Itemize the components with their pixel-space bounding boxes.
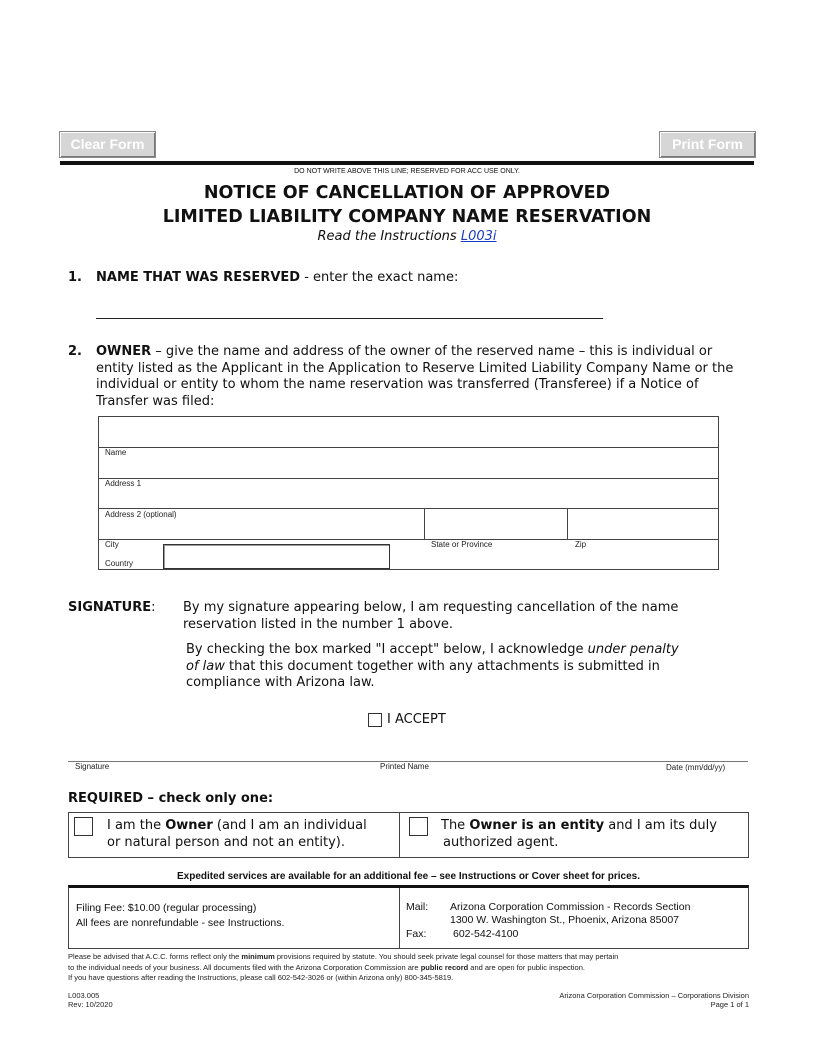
- address2-label: Address 2 (optional): [105, 510, 177, 519]
- signature-heading: SIGNATURE: [68, 600, 152, 615]
- signature-heading-wrap: [68, 600, 156, 617]
- section1-rest: - enter the exact name:: [300, 270, 459, 285]
- signature-p2-line2: [186, 659, 726, 676]
- instructions-prefix: Read the Instructions: [317, 229, 457, 244]
- section2-line4: Transfer was filed:: [96, 393, 215, 409]
- owner-name-field[interactable]: [99, 417, 718, 447]
- fax-label: Fax:: [406, 928, 427, 940]
- opt1-b: (and I am an individual: [212, 818, 367, 833]
- signature-paragraph-2: [186, 642, 726, 692]
- form-rev: Rev: 10/2020: [68, 1000, 113, 1009]
- signature-p2-line3: compliance with Arizona law.: [186, 675, 375, 690]
- section2-number: 2.: [68, 344, 82, 359]
- owner-address1-field[interactable]: [99, 448, 718, 478]
- signature-label: Signature: [75, 762, 110, 771]
- section2-heading: OWNER: [96, 344, 152, 359]
- opt2-b: and I am its duly: [604, 818, 717, 833]
- mail-line1: Arizona Corporation Commission - Records Section: [450, 901, 691, 913]
- disclaimer-l1-a: Please be advised that A.C.C. forms reflect only the: [68, 952, 242, 961]
- date-label: Date (mm/dd/yy): [666, 763, 726, 772]
- section2-line1: [96, 344, 766, 361]
- signature-line-field[interactable]: [68, 744, 748, 761]
- filing-fee: Filing Fee: $10.00 (regular processing): [76, 902, 257, 914]
- opt1-line1: [107, 818, 367, 835]
- instructions-line: [60, 229, 754, 246]
- accept-checkbox[interactable]: [368, 713, 382, 727]
- required-heading-wrap: [68, 791, 273, 808]
- opt2-bold: Owner is an entity: [469, 818, 605, 833]
- signature-p2-a: By checking the box marked "I accept" below, I acknowledge: [186, 642, 588, 657]
- disclaimer-l1-b: provisions required by statute. You should seek private legal counsel for those matters that may pertain: [274, 952, 619, 961]
- disclaimer-line2: [68, 963, 758, 974]
- signature-p2-b: that this document together with any attachments is submitted in: [224, 658, 660, 674]
- mail-line2: 1300 W. Washington St., Phoenix, Arizona 85007: [450, 914, 680, 926]
- form-title-line2: LIMITED LIABILITY COMPANY NAME RESERVATION: [162, 207, 652, 227]
- opt2-line1: [441, 818, 717, 835]
- section2-line1-rest: – give the name and address of the owner of the reserved name – this is individual or: [151, 344, 713, 359]
- reserved-name-field[interactable]: ______________________________________________________________________________: [96, 305, 603, 320]
- disclaimer-line3: If you have questions after reading the Instructions, please call 602-542-3026 or (within Arizona only) 800-345-5819.: [68, 973, 454, 982]
- signature-p1-line2: reservation listed in the number 1 above.: [183, 616, 454, 632]
- instructions-link[interactable]: L003i: [460, 229, 497, 244]
- owner-address2-field[interactable]: [99, 479, 718, 508]
- opt2-a: The: [441, 818, 470, 833]
- required-divider: [399, 812, 400, 858]
- required-rest: – check only one:: [143, 791, 274, 806]
- signature-p2-line1: [186, 642, 726, 659]
- agency-name: Arizona Corporation Commission – Corporations Division: [559, 991, 749, 1000]
- required-heading: REQUIRED: [68, 791, 144, 806]
- disclaimer: [68, 952, 758, 984]
- owner-zip-field[interactable]: [568, 509, 718, 539]
- nonrefundable-note: All fees are nonrefundable - see Instructions.: [76, 917, 285, 929]
- disclaimer-l2-b: and are open for public inspection.: [468, 962, 585, 972]
- opt1-a: I am the: [107, 818, 166, 833]
- reserved-note: DO NOT WRITE ABOVE THIS LINE; RESERVED FOR ACC USE ONLY.: [294, 168, 520, 175]
- accept-label: I ACCEPT: [387, 712, 446, 727]
- signature-paragraph-1: [183, 600, 743, 633]
- mail-label: Mail:: [406, 901, 429, 913]
- disclaimer-l2-a: to the individual needs of your business. All documents filed with the Arizona Corporation Commission are: [68, 962, 421, 972]
- print-form-button[interactable]: Print Form: [659, 131, 756, 158]
- section1-heading: NAME THAT WAS RESERVED: [96, 270, 301, 285]
- owner-individual-checkbox[interactable]: [74, 817, 93, 836]
- address1-label: Address 1: [105, 479, 142, 488]
- fax-number: 602-542-4100: [453, 928, 519, 940]
- form-code: L003.005: [68, 991, 100, 1000]
- section1-text: [96, 270, 458, 287]
- fees-divider: [399, 888, 400, 949]
- owner-entity-text: [441, 818, 717, 851]
- signature-p2-italic: under penalty: [587, 642, 679, 657]
- section2-text: [96, 344, 766, 410]
- disclaimer-l1-bold: minimum: [241, 952, 275, 961]
- owner-state-field[interactable]: [425, 509, 566, 539]
- state-label: State or Province: [431, 540, 493, 549]
- section2-line2: entity listed as the Applicant in the Application to Reserve Limited Liability Company Name or the: [96, 360, 734, 376]
- section1-label: [68, 270, 82, 287]
- owner-individual-text: [107, 818, 367, 851]
- printed-name-label: Printed Name: [380, 762, 429, 771]
- disclaimer-l2-bold: public record: [420, 962, 469, 972]
- opt1-line2: or natural person and not an entity).: [107, 834, 346, 850]
- clear-form-button[interactable]: Clear Form: [59, 131, 156, 158]
- page-number: Page 1 of 1: [710, 1000, 749, 1009]
- country-label: Country: [105, 559, 134, 568]
- opt2-line2: authorized agent.: [443, 834, 559, 850]
- signature-p1-line1: By my signature appearing below, I am requesting cancellation of the name: [183, 600, 679, 615]
- top-rule: [60, 161, 754, 165]
- expedited-note: Expedited services are available for an additional fee – see Instructions or Cover sheet for prices.: [177, 871, 640, 882]
- name-label: Name: [105, 448, 127, 457]
- section2-line3: individual or entity to whom the name reservation was transferred (Transferee) if a Notice of: [96, 377, 699, 392]
- signature-colon: :: [151, 600, 156, 615]
- country-select[interactable]: [163, 544, 390, 569]
- owner-row-line-4: [98, 539, 719, 540]
- section2-number-wrap: [68, 344, 82, 361]
- zip-label: Zip: [575, 540, 587, 549]
- form-title-line1: NOTICE OF CANCELLATION OF APPROVED: [203, 183, 611, 203]
- owner-entity-checkbox[interactable]: [409, 817, 428, 836]
- opt1-bold: Owner: [165, 818, 213, 833]
- city-label: City: [105, 540, 119, 549]
- disclaimer-line1: [68, 952, 758, 963]
- section1-number: 1.: [68, 270, 82, 285]
- signature-p2-italic2: of law: [186, 658, 225, 674]
